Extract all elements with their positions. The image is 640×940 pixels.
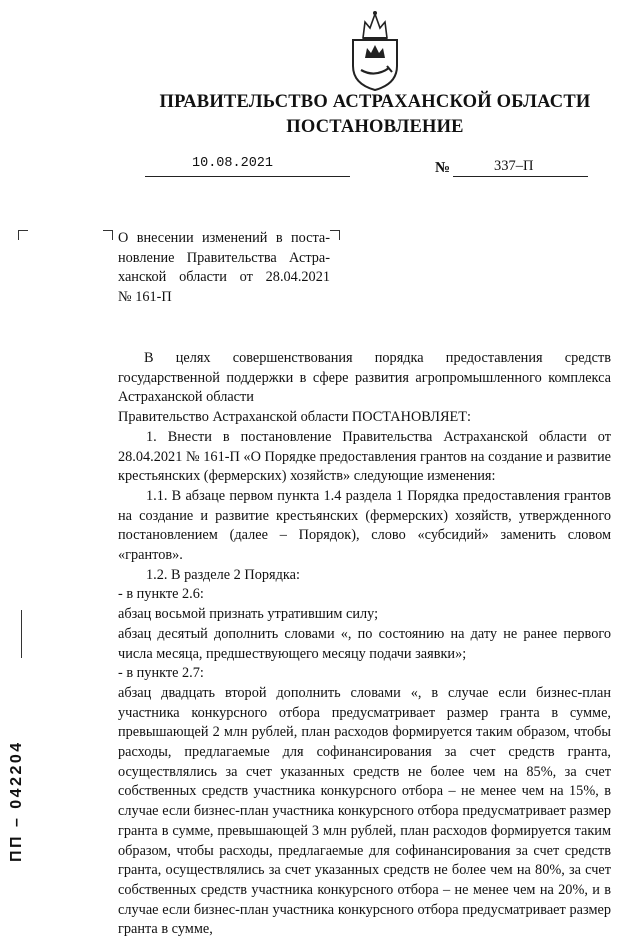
subject-block — [118, 229, 330, 308]
item-1-paragraph: 1. Внести в постановление Правительства Астраханской области от 28.04.2021 № 161-П «О Порядке предоставления грантов на создание и развитие крестьянских (фермерских) хозяйств» следующие изменения: — [118, 428, 611, 485]
clause-paragraph: абзац восьмой признать утратившим силу; — [118, 606, 379, 623]
government-title: ПРАВИТЕЛЬСТВО АСТРАХАНСКОЙ ОБЛАСТИ — [159, 92, 591, 112]
number-label: № — [435, 160, 451, 176]
subject-close-corner-mark — [330, 230, 340, 240]
margin-rule — [21, 610, 22, 658]
decree-date: 10.08.2021 — [192, 156, 274, 171]
decree-number: 337–П — [494, 158, 534, 174]
coat-of-arms-emblem — [345, 8, 405, 92]
item-1-2-paragraph: 1.2. В разделе 2 Порядка: — [146, 566, 300, 583]
decree-body — [118, 349, 611, 940]
subject-line: № 161-П — [118, 289, 172, 306]
left-corner-mark — [18, 230, 28, 240]
subject-line: ханской области от 28.04.2021 — [118, 269, 330, 286]
resolution-line: Правительство Астраханской области ПОСТАНОВЛЯЕТ: — [118, 409, 471, 426]
number-underline — [453, 176, 588, 177]
subject-line: новление Правительства Астра- — [118, 249, 330, 266]
preamble-paragraph: В целях совершенствования порядка предоставления средств государственной поддержки в сфере развития агропромышленного комплекса Астраханской области — [118, 350, 611, 406]
subject-line: О внесении изменений в поста- — [118, 230, 330, 246]
clause-paragraph: абзац двадцать второй дополнить словами «, в случае если бизнес-план участника конкурсного отбора предусматривает размер гранта в сумме, превышающей 2 млн рублей, план расходов формируется таким образом, чтобы расходы, предлагаемые для софинансирования за счет средств гранта, осуществлялись за счет указанных средств не более чем на 85%, за счет собственных средств участника конкурсного отбора – не менее чем на 15%, в случае если бизнес-план участника конкурсного отбора предусматривает размер гранта в сумме, превышающей 3 млн рублей, план расходов формируется таким образом, чтобы расходы, предлагаемые для софинансирования за счет средств гранта, осуществлялись за счет указанных средств не более чем на 80%, за счет собственных средств участника конкурсного отбора – не менее чем на 20%, и в случае если бизнес-план участника конкурсного отбора предусматривает размер гранта в сумме, — [118, 684, 611, 938]
document-type-title: ПОСТАНОВЛЕНИЕ — [286, 117, 464, 137]
clause-paragraph: абзац десятый дополнить словами «, по состоянию на дату не ранее первого числа месяца, предшествующего месяцу подачи заявки»; — [118, 625, 611, 662]
side-serial-text: ПП – 042204 — [8, 740, 25, 862]
side-serial-code — [8, 712, 30, 862]
subject-open-corner-mark — [103, 230, 113, 240]
clause-2-7-heading: - в пункте 2.7: — [118, 665, 204, 682]
item-1-1-paragraph: 1.1. В абзаце первом пункта 1.4 раздела 1 Порядка предоставления грантов на создание и развитие крестьянских (фермерских) хозяйств, утвержденного постановлением (далее – Порядок), слово «субсидий» заменить словом «грантов». — [118, 487, 611, 564]
clause-2-6-heading: - в пункте 2.6: — [118, 586, 204, 603]
date-underline — [145, 176, 350, 177]
